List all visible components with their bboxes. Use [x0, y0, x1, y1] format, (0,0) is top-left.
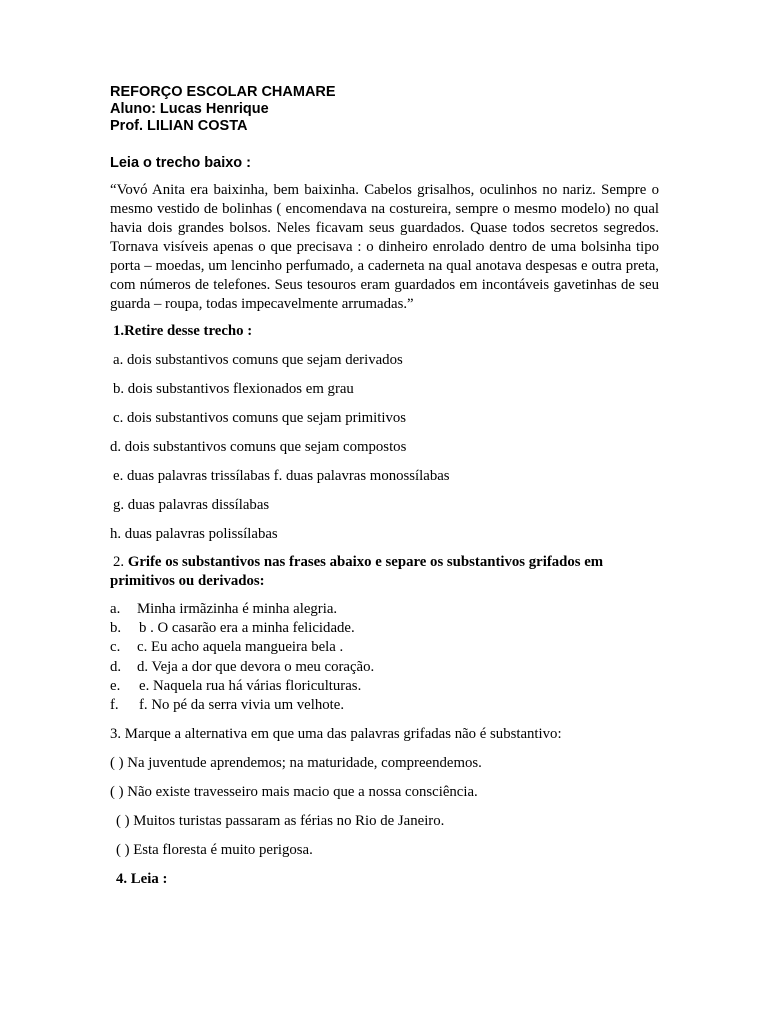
question-2-title-line1: Grife os substantivos nas frases abaixo e separe os substantivos grifados em	[127, 554, 604, 570]
list-letter: e.	[110, 677, 121, 694]
question-4-title: 4. Leia :	[116, 871, 168, 888]
question-3-option: ( ) Muitos turistas passaram as férias no Rio de Janeiro.	[116, 813, 445, 830]
list-text: e. Naquela rua há várias floriculturas.	[139, 677, 362, 694]
question-2-title-line2: primitivos ou derivados:	[110, 573, 265, 589]
list-text: d. Veja a dor que devora o meu coração.	[137, 658, 375, 675]
question-1-item-h: h. duas palavras polissílabas	[110, 526, 278, 542]
list-letter: b.	[110, 620, 122, 637]
reading-instruction: Leia o trecho baixo :	[110, 155, 251, 171]
question-3-option: ( ) Não existe travesseiro mais macio que a nossa consciência.	[110, 784, 478, 801]
question-2-item	[110, 696, 659, 715]
question-3-option: ( ) Esta floresta é muito perigosa.	[116, 842, 313, 859]
question-1-item-a: a. dois substantivos comuns que sejam derivados	[113, 352, 403, 368]
question-2-item	[110, 658, 659, 677]
list-text: f. No pé da serra vivia um velhote.	[139, 697, 345, 714]
worksheet-page	[110, 84, 659, 889]
question-2-number: 2.	[113, 554, 125, 570]
question-1-item-e-f: e. duas palavras trissílabas f. duas palavras monossílabas	[113, 468, 450, 484]
question-2-item	[110, 619, 659, 638]
question-2-list	[110, 600, 659, 715]
list-letter: f.	[110, 697, 119, 714]
list-letter: d.	[110, 658, 122, 675]
question-2-item	[110, 677, 659, 696]
list-text: c. Eu acho aquela mangueira bela .	[137, 639, 344, 656]
question-3-option: ( ) Na juventude aprendemos; na maturidade, compreendemos.	[110, 755, 482, 772]
question-2-item	[110, 638, 659, 657]
teacher-name: Prof. LILIAN COSTA	[110, 118, 248, 134]
list-letter: c.	[110, 639, 121, 656]
question-1-item-g: g. duas palavras dissílabas	[113, 497, 270, 513]
worksheet-header	[110, 84, 659, 135]
list-text: Minha irmãzinha é minha alegria.	[137, 601, 338, 617]
student-name: Aluno: Lucas Henrique	[110, 101, 269, 117]
question-1-item-d: d. dois substantivos comuns que sejam compostos	[110, 439, 407, 455]
list-letter: a.	[110, 601, 121, 617]
question-3-title: 3. Marque a alternativa em que uma das palavras grifadas não é substantivo:	[110, 726, 562, 743]
question-1-title: 1.Retire desse trecho :	[113, 323, 253, 339]
question-1-item-c: c. dois substantivos comuns que sejam primitivos	[113, 410, 407, 426]
question-1-item-b: b. dois substantivos flexionados em grau	[113, 381, 354, 397]
school-name: REFORÇO ESCOLAR CHAMARE	[110, 84, 336, 100]
question-2-title	[110, 553, 659, 591]
list-text: b . O casarão era a minha felicidade.	[139, 620, 355, 637]
reading-passage: “Vovó Anita era baixinha, bem baixinha. Cabelos grisalhos, oculinhos no nariz. Sempre o mesmo vestido de bolinhas ( encomendava na costureira, sempre o mesmo modelo) no qual havia dois grandes bolsos. Neles ficavam seus guardados. Quase todos secretos segredos. Tornava visíveis apenas o que precisava : o dinheiro enrolado dentro de uma bolsinha tipo porta – moedas, um lencinho perfumado, a caderneta na qual anotava despesas e outra preta, com números de telefones. Seus tesouros eram guardados em incontáveis gavetinhas de seu guarda – roupa, todas impecavelmente arrumadas.”	[110, 182, 659, 312]
question-2-item	[110, 600, 659, 619]
